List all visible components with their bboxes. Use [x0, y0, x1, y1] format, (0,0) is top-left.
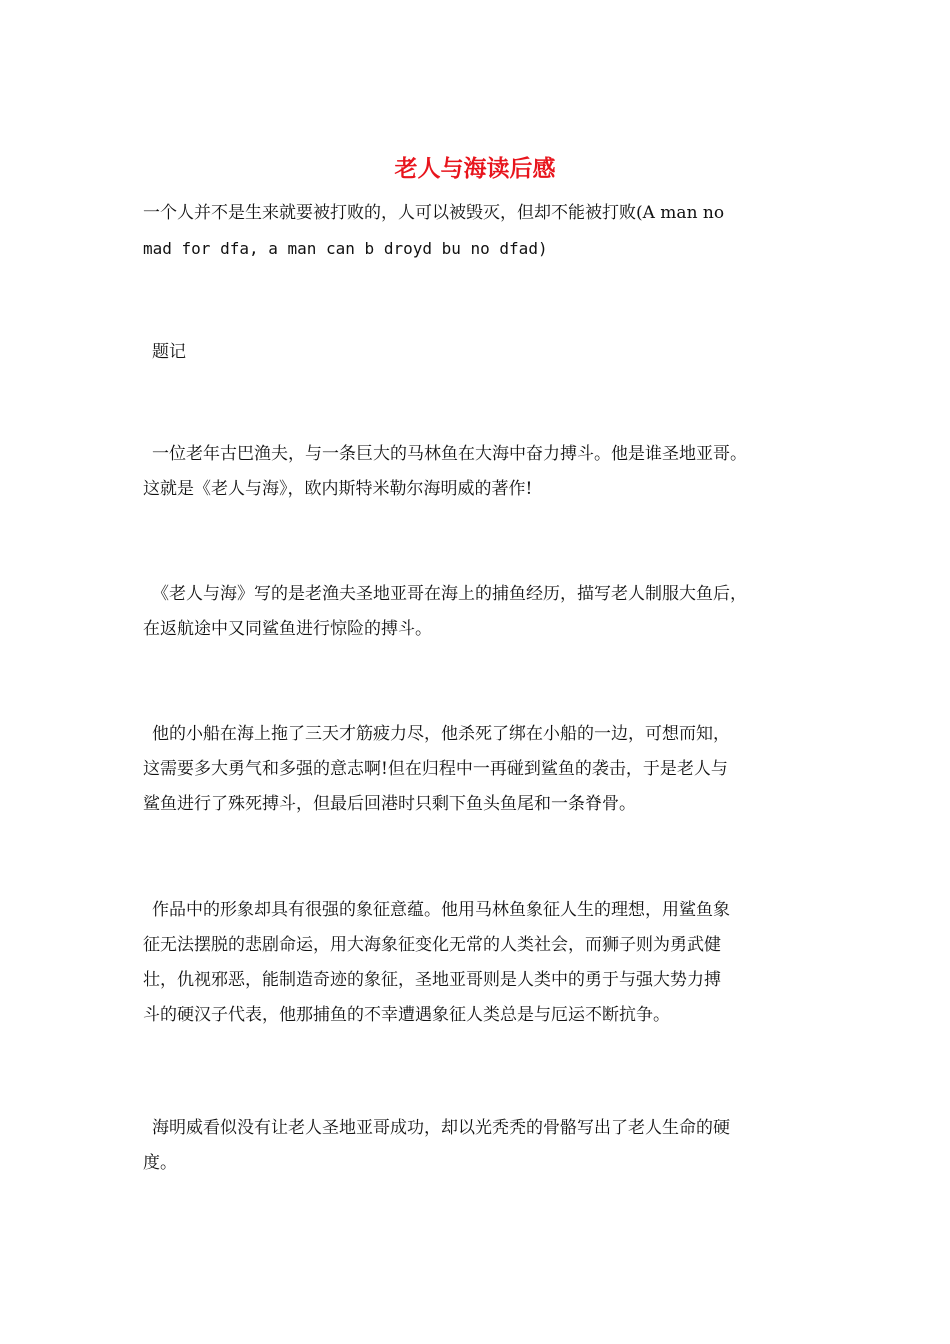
text-line: 一位老年古巴渔夫，与一条巨大的马林鱼在大海中奋力搏斗。他是谁圣地亚哥。: [152, 444, 747, 464]
text-line: 海明威看似没有让老人圣地亚哥成功，却以光秃秃的骨骼写出了老人生命的硬: [152, 1118, 730, 1138]
text-line: 壮，仇视邪恶，能制造奇迹的象征，圣地亚哥则是人类中的勇于与强大势力搏: [143, 970, 721, 990]
paragraph-struggle: [143, 717, 813, 822]
text-line: 鲨鱼进行了殊死搏斗，但最后回港时只剩下鱼头鱼尾和一条脊骨。: [143, 794, 636, 814]
text-line: 题记: [152, 342, 186, 362]
paragraph-symbolism: [143, 893, 813, 1033]
text-line: 斗的硬汉子代表，他那捕鱼的不幸遭遇象征人类总是与厄运不断抗争。: [143, 1005, 670, 1025]
text-line: 度。: [143, 1153, 177, 1173]
paragraph-epigraph: [143, 196, 813, 266]
text-line: 他的小船在海上拖了三天才筋疲力尽，他杀死了绑在小船的一边，可想而知，: [152, 724, 730, 744]
paragraph-intro: [143, 437, 813, 507]
paragraph-conclusion: [143, 1111, 813, 1181]
text-line: 作品中的形象却具有很强的象征意蕴。他用马林鱼象征人生的理想，用鲨鱼象: [152, 900, 730, 920]
text-line: 这需要多大勇气和多强的意志啊!但在归程中一再碰到鲨鱼的袭击，于是老人与: [143, 759, 728, 779]
document-title: 老人与海读后感: [394, 155, 556, 182]
text-line: mad for dfa, a man can b droyd bu no dfad): [143, 239, 548, 258]
text-line: 征无法摆脱的悲剧命运，用大海象征变化无常的人类社会，而狮子则为勇武健: [143, 935, 721, 955]
paragraph-attribution: [143, 335, 822, 370]
text-line: 在返航途中又同鲨鱼进行惊险的搏斗。: [143, 619, 432, 639]
text-line: 一个人并不是生来就要被打败的，人可以被毁灭，但却不能被打败(A man no: [143, 203, 725, 223]
text-line: 这就是《老人与海》，欧内斯特米勒尔海明威的著作!: [143, 479, 533, 499]
paragraph-summary: [143, 577, 813, 647]
text-line: 《老人与海》写的是老渔夫圣地亚哥在海上的捕鱼经历，描写老人制服大鱼后，: [152, 584, 747, 604]
